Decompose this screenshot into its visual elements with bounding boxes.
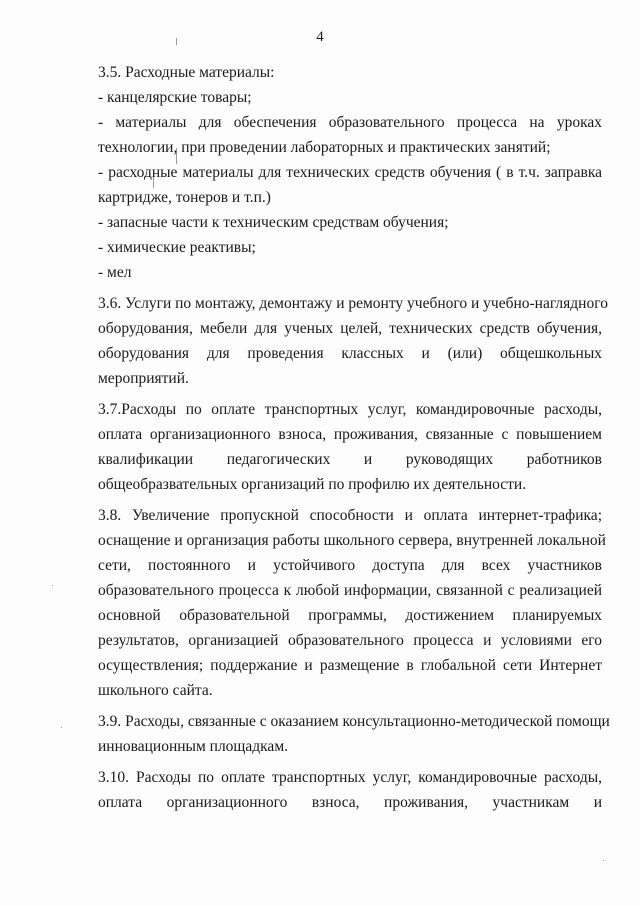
text-line: общеобразвательных организаций по профилю их деятельности. xyxy=(98,476,527,493)
text-line: - материалы для обеспечения образовательного процесса на уроках xyxy=(98,114,602,131)
text-line: школьного сайта. xyxy=(98,682,213,699)
text-line: - запасные части к техническим средствам обучения; xyxy=(98,214,449,231)
page-number: 4 xyxy=(316,29,324,45)
text-line: оборудования, мебели для ученых целей, технических средств обучения, xyxy=(98,320,602,337)
text-line: результатов, организацией образовательного процесса и условиями его xyxy=(98,632,602,649)
scan-artifact xyxy=(176,38,177,45)
text-line: 3.9. Расходы, связанные с оказанием консультационно-методической помощи xyxy=(98,713,610,730)
text-line: - канцелярские товары; xyxy=(98,89,252,106)
text-line: 3.10. Расходы по оплате транспортных услуг, командировочные расходы, xyxy=(98,769,602,786)
scan-artifact xyxy=(52,585,53,586)
text-line: сети, постоянного и устойчивого доступа для всех участников xyxy=(98,557,602,574)
text-line: 3.8. Увеличение пропускной способности и оплата интернет-трафика; xyxy=(98,507,602,524)
document-body xyxy=(98,60,610,815)
text-line: - мел xyxy=(98,264,132,281)
text-line: оснащение и организация работы школьного сервера, внутренней локальной xyxy=(98,532,606,549)
text-line: оплата организационного взноса, проживания, участникам и xyxy=(98,794,602,811)
text-line: картридже, тонеров и т.п.) xyxy=(98,189,271,206)
text-line: 3.6. Услуги по монтажу, демонтажу и ремонту учебного и учебно-наглядного xyxy=(98,295,608,312)
text-line: основной образовательной программы, достижением планируемых xyxy=(98,607,602,624)
text-line: - химические реактивы; xyxy=(98,239,256,256)
text-line: оборудования для проведения классных и (или) общешкольных xyxy=(98,345,602,362)
text-line: технологии, при проведении лабораторных и практических занятий; xyxy=(98,139,551,156)
text-line: мероприятий. xyxy=(98,370,189,387)
text-line: осуществления; поддержание и размещение в глобальной сети Интернет xyxy=(98,657,602,674)
scan-artifact xyxy=(61,727,62,728)
text-line: образовательного процесса к любой информации, связанной с реализацией xyxy=(98,582,602,599)
scan-artifact xyxy=(603,860,604,861)
text-line: 3.7.Расходы по оплате транспортных услуг, командировочные расходы, xyxy=(98,401,602,418)
text-line: 3.5. Расходные материалы: xyxy=(98,64,275,81)
text-line: оплата организационного взноса, проживания, связанные с повышением xyxy=(98,426,602,443)
text-line: инновационным площадкам. xyxy=(98,738,288,755)
text-line: квалификации педагогических и руководящих работников xyxy=(98,451,602,468)
text-line: - расходные материалы для технических средств обучения ( в т.ч. заправка xyxy=(98,164,602,181)
